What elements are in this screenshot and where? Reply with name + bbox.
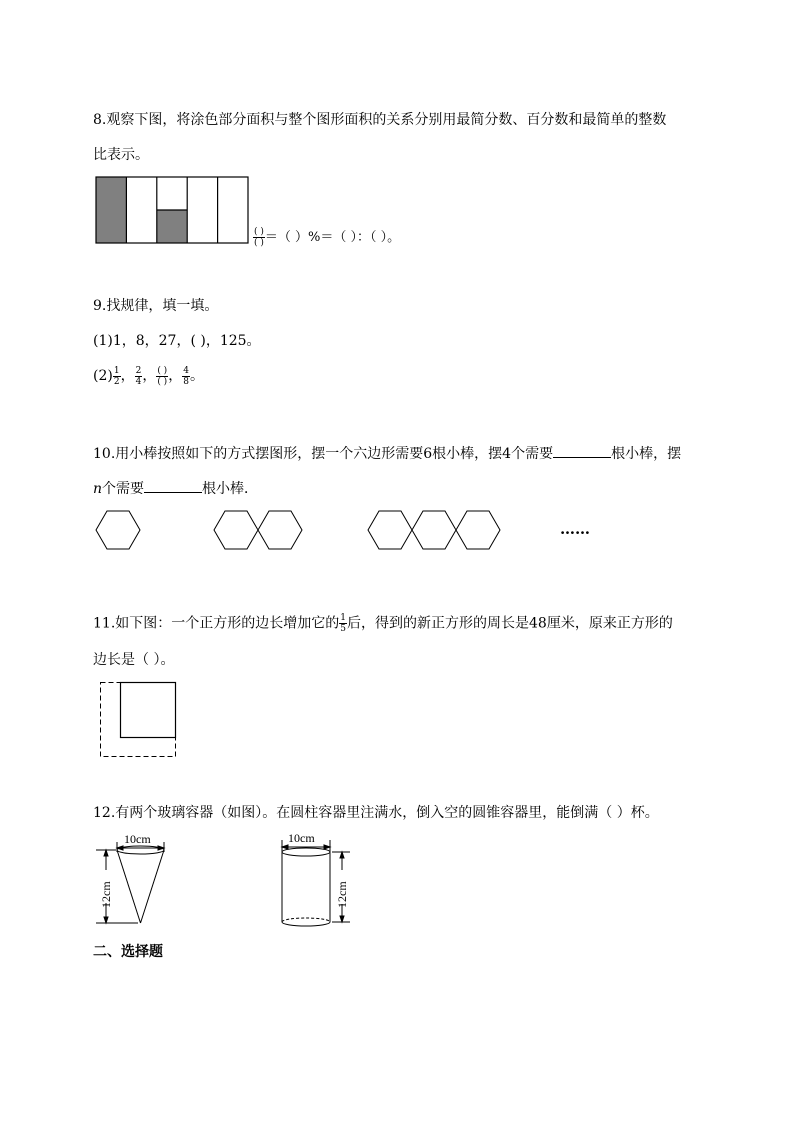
cone-height-label: 12cm (99, 881, 113, 908)
q12-cone-figure (92, 830, 202, 930)
q12-cylinder-figure (260, 830, 360, 930)
q10-ellipsis: …… (560, 520, 590, 538)
q9-frac-4: $\frac{4}{8}$ (183, 365, 189, 387)
q11-square-figure (98, 680, 180, 760)
q9-part2: (2) $\frac{1}{2}$ ， $\frac{2}{4}$ ， $\frac{( )}{( )}$ ， $\frac{4}{8}$ 。 (93, 365, 204, 387)
q8-text-line1: 8.观察下图，将涂色部分面积与整个图形面积的关系分别用最简分数、百分数和最简单的整数 (93, 112, 667, 128)
q9-part1: (1)1，8，27，( )，125。 (93, 333, 261, 349)
hexagon-3b (412, 511, 456, 549)
cylinder-height-label: 12cm (335, 881, 349, 908)
q10-text-line1: 10.用小棒按照如下的方式摆图形，摆一个六边形需要6根小棒，摆4个需要 根小棒，摆 (93, 443, 681, 464)
q8-text-line2: 比表示。 (93, 147, 149, 163)
hexagon-3a (368, 511, 412, 549)
q11-text-line2: 边长是（ ）。 (93, 652, 175, 668)
hexagon-2b (258, 511, 302, 549)
q12-text: 12.有两个玻璃容器（如图）。在圆柱容器里注满水，倒入空的圆锥容器里，能倒满（ ）杯。 (93, 805, 659, 821)
cylinder-diameter-label: 10cm (288, 831, 315, 845)
q11-fraction: $\frac{1}{5}$ (340, 613, 346, 634)
q11-text-line1: 11.如下图：一个正方形的边长增加它的 $\frac{1}{5}$ 后，得到的新正方形的周长是48厘米，原来正方形的 (93, 613, 673, 634)
q9-frac-1: $\frac{1}{2}$ (113, 365, 120, 387)
section2-title: 二、选择题 (93, 944, 163, 960)
q9-frac-blank[interactable]: $\frac{( )}{( )}$ (157, 365, 168, 387)
q9-frac-2: $\frac{2}{4}$ (135, 365, 142, 387)
hexagon-1 (96, 511, 140, 549)
q9-title: 9.找规律，填一填。 (93, 298, 219, 314)
q10-text-line2: n个需要 根小棒． (93, 478, 258, 499)
cone-diameter-label: 10cm (124, 832, 151, 846)
hexagon-3c (456, 511, 500, 549)
original-square (121, 683, 176, 738)
q8-fraction-blank[interactable]: $\frac{( )}{( )}$ (254, 227, 264, 248)
hexagon-2a (214, 511, 258, 549)
q8-answer-tail: ＝（ ）%＝（ ）：（ ）。 (264, 230, 401, 245)
